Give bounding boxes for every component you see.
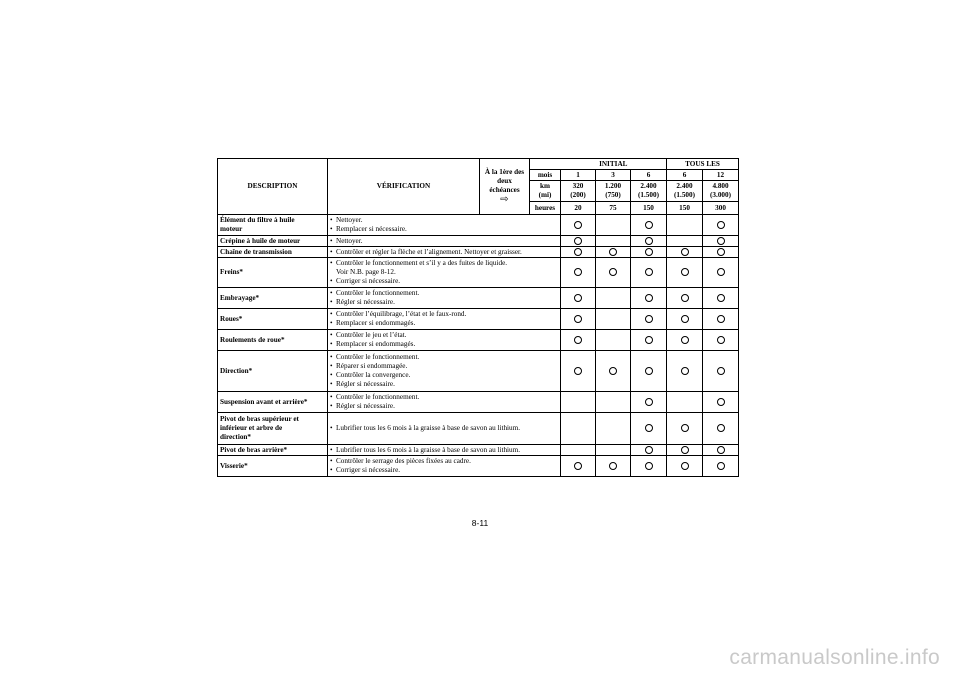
verification-line: • Contrôler le jeu et l’état. [330, 331, 558, 340]
interval-value: 320 (200) [561, 181, 596, 202]
check-circle-icon [681, 248, 689, 256]
verification-line: • Régler si nécessaire. [330, 402, 558, 411]
check-circle-icon [574, 248, 582, 256]
interval-value: 150 [667, 202, 703, 215]
check-circle-icon [681, 294, 689, 302]
check-cell [703, 309, 739, 330]
verification-cell [328, 258, 561, 288]
table-row [218, 247, 739, 258]
initial-header: INITIAL [561, 159, 667, 170]
check-cell [561, 215, 596, 236]
interval-value: 75 [596, 202, 631, 215]
check-cell [596, 413, 631, 445]
verification-line: • Régler si nécessaire. [330, 298, 558, 307]
check-cell [596, 288, 631, 309]
check-circle-icon [609, 462, 617, 470]
check-cell [703, 445, 739, 456]
check-cell [631, 413, 667, 445]
verification-cell [328, 215, 561, 236]
check-cell [703, 258, 739, 288]
first-due-header [480, 159, 530, 215]
check-cell [631, 247, 667, 258]
verification-line: • Corriger si nécessaire. [330, 277, 558, 286]
verification-cell [328, 456, 561, 477]
check-circle-icon [717, 424, 725, 432]
verification-line: • Contrôler le fonctionnement. [330, 353, 558, 362]
check-circle-icon [645, 367, 653, 375]
check-cell [631, 288, 667, 309]
check-cell [561, 247, 596, 258]
verification-line: • Contrôler et régler la flèche et l’alignement. Nettoyer et graisser. [330, 248, 558, 257]
check-circle-icon [681, 462, 689, 470]
description-header: DESCRIPTION [218, 159, 328, 215]
check-cell [596, 351, 631, 392]
check-cell [667, 456, 703, 477]
check-circle-icon [681, 424, 689, 432]
check-circle-icon [574, 268, 582, 276]
check-circle-icon [681, 367, 689, 375]
check-cell [703, 456, 739, 477]
check-cell [561, 288, 596, 309]
verification-cell [328, 288, 561, 309]
interval-value: 6 [631, 170, 667, 181]
item-name: Embrayage* [218, 288, 328, 309]
verification-cell [328, 309, 561, 330]
verification-line: • Contrôler le fonctionnement et s’il y a des fuites de liquide. [330, 259, 558, 268]
item-name: Freins* [218, 258, 328, 288]
check-circle-icon [645, 446, 653, 454]
interval-value: 1 [561, 170, 596, 181]
check-circle-icon [645, 462, 653, 470]
check-cell [667, 236, 703, 247]
item-name: Crépine à huile de moteur [218, 236, 328, 247]
watermark: carmanualsonline.info [729, 646, 940, 669]
verification-line: • Nettoyer. [330, 216, 558, 225]
check-cell [561, 445, 596, 456]
check-cell [667, 215, 703, 236]
interval-value: 2.400 (1.500) [667, 181, 703, 202]
check-circle-icon [574, 315, 582, 323]
check-circle-icon [717, 315, 725, 323]
check-cell [667, 258, 703, 288]
verification-line: • Réparer si endommagée. [330, 362, 558, 371]
check-cell [561, 392, 596, 413]
check-circle-icon [574, 294, 582, 302]
check-cell [703, 351, 739, 392]
verification-header: VÉRIFICATION [328, 159, 480, 215]
interval-value: 150 [631, 202, 667, 215]
check-cell [596, 456, 631, 477]
check-circle-icon [645, 398, 653, 406]
check-cell [631, 351, 667, 392]
check-cell [561, 456, 596, 477]
table-row [218, 309, 739, 330]
interval-value: 20 [561, 202, 596, 215]
check-circle-icon [717, 268, 725, 276]
check-circle-icon [574, 221, 582, 229]
table-row [218, 413, 739, 445]
verification-line: Voir N.B. page 8-12. [336, 268, 396, 277]
check-circle-icon [645, 315, 653, 323]
check-circle-icon [645, 221, 653, 229]
check-circle-icon [645, 336, 653, 344]
item-name: Direction* [218, 351, 328, 392]
item-name: Pivot de bras arrière* [218, 445, 328, 456]
check-circle-icon [717, 248, 725, 256]
check-circle-icon [574, 336, 582, 344]
check-cell [631, 236, 667, 247]
check-circle-icon [717, 336, 725, 344]
check-cell [667, 351, 703, 392]
right-arrow-icon: ⇨ [500, 193, 509, 205]
check-circle-icon [717, 367, 725, 375]
check-cell [667, 413, 703, 445]
check-circle-icon [681, 336, 689, 344]
check-cell [631, 445, 667, 456]
item-name: Visserie* [218, 456, 328, 477]
check-circle-icon [574, 237, 582, 245]
interval-value: 3 [596, 170, 631, 181]
interval-row-label: heures [530, 202, 561, 215]
check-cell [596, 392, 631, 413]
verification-line: • Corriger si nécessaire. [330, 466, 558, 475]
verification-cell [328, 236, 561, 247]
check-cell [667, 445, 703, 456]
check-cell [631, 309, 667, 330]
check-cell [631, 392, 667, 413]
check-circle-icon [645, 268, 653, 276]
verification-line: • Lubrifier tous les 6 mois à la graisse à base de savon au lithium. [330, 446, 558, 455]
check-cell [596, 215, 631, 236]
check-cell [703, 288, 739, 309]
check-cell [703, 413, 739, 445]
interval-value: 300 [703, 202, 739, 215]
check-cell [561, 236, 596, 247]
check-cell [561, 413, 596, 445]
interval-row-label: mois [530, 170, 561, 181]
check-circle-icon [645, 424, 653, 432]
check-cell [703, 330, 739, 351]
check-circle-icon [717, 237, 725, 245]
table-row [218, 236, 739, 247]
check-cell [596, 247, 631, 258]
table-row [218, 392, 739, 413]
check-cell [631, 330, 667, 351]
check-circle-icon [717, 294, 725, 302]
check-cell [667, 288, 703, 309]
table-row [218, 351, 739, 392]
check-circle-icon [717, 398, 725, 406]
item-name: Pivot de bras supérieur et inférieur et arbre de direction* [218, 413, 328, 445]
check-cell [703, 392, 739, 413]
item-name: Roues* [218, 309, 328, 330]
interval-value: 6 [667, 170, 703, 181]
check-cell [596, 445, 631, 456]
verification-line: • Régler si nécessaire. [330, 380, 558, 389]
check-circle-icon [574, 367, 582, 375]
maintenance-table [217, 158, 739, 477]
verification-line: • Contrôler la convergence. [330, 371, 558, 380]
check-circle-icon [645, 294, 653, 302]
check-cell [561, 309, 596, 330]
verification-line: • Contrôler le fonctionnement. [330, 289, 558, 298]
verification-line: • Nettoyer. [330, 237, 558, 246]
check-circle-icon [717, 462, 725, 470]
verification-cell [328, 247, 561, 258]
page-number: 8-11 [471, 518, 489, 528]
verification-cell [328, 413, 561, 445]
check-circle-icon [609, 367, 617, 375]
verification-line: • Lubrifier tous les 6 mois à la graisse à base de savon au lithium. [330, 424, 558, 433]
verification-line: • Remplacer si nécessaire. [330, 225, 558, 234]
every-header: TOUS LES [667, 159, 739, 170]
verification-cell [328, 351, 561, 392]
table-row [218, 456, 739, 477]
table-row [218, 445, 739, 456]
check-cell [596, 309, 631, 330]
check-cell [561, 258, 596, 288]
verification-line: • Contrôler l’équilibrage, l’état et le faux-rond. [330, 310, 558, 319]
verification-line: • Remplacer si endommagés. [330, 319, 558, 328]
check-circle-icon [717, 446, 725, 454]
item-name: Élément du filtre à huile moteur [218, 215, 328, 236]
check-circle-icon [681, 315, 689, 323]
check-cell [667, 330, 703, 351]
check-cell [631, 258, 667, 288]
check-cell [703, 215, 739, 236]
check-circle-icon [645, 248, 653, 256]
check-cell [596, 236, 631, 247]
check-circle-icon [574, 462, 582, 470]
check-cell [703, 236, 739, 247]
check-circle-icon [609, 268, 617, 276]
interval-value: 4.800 (3.000) [703, 181, 739, 202]
check-cell [561, 330, 596, 351]
check-cell [631, 215, 667, 236]
interval-value: 2.400 (1.500) [631, 181, 667, 202]
check-circle-icon [681, 268, 689, 276]
check-circle-icon [609, 248, 617, 256]
verification-cell [328, 445, 561, 456]
check-circle-icon [681, 446, 689, 454]
verification-line: • Contrôler le fonctionnement. [330, 393, 558, 402]
check-cell [596, 258, 631, 288]
check-cell [667, 392, 703, 413]
check-cell [667, 309, 703, 330]
interval-row-label: km (mi) [530, 181, 561, 202]
item-name: Roulements de roue* [218, 330, 328, 351]
verification-line: • Contrôler le serrage des pièces fixées au cadre. [330, 457, 558, 466]
verification-line: • Remplacer si endommagés. [330, 340, 558, 349]
check-cell [596, 330, 631, 351]
check-cell [631, 456, 667, 477]
interval-value: 12 [703, 170, 739, 181]
table-row [218, 258, 739, 288]
check-cell [561, 351, 596, 392]
check-circle-icon [717, 221, 725, 229]
check-cell [703, 247, 739, 258]
check-cell [667, 247, 703, 258]
interval-value: 1.200 (750) [596, 181, 631, 202]
verification-cell [328, 392, 561, 413]
first-due-label: À la 1ère des deux échéances [484, 168, 525, 194]
check-circle-icon [645, 237, 653, 245]
table-row [218, 288, 739, 309]
table-row [218, 330, 739, 351]
table-row [218, 215, 739, 236]
item-name: Suspension avant et arrière* [218, 392, 328, 413]
verification-cell [328, 330, 561, 351]
item-name: Chaîne de transmission [218, 247, 328, 258]
